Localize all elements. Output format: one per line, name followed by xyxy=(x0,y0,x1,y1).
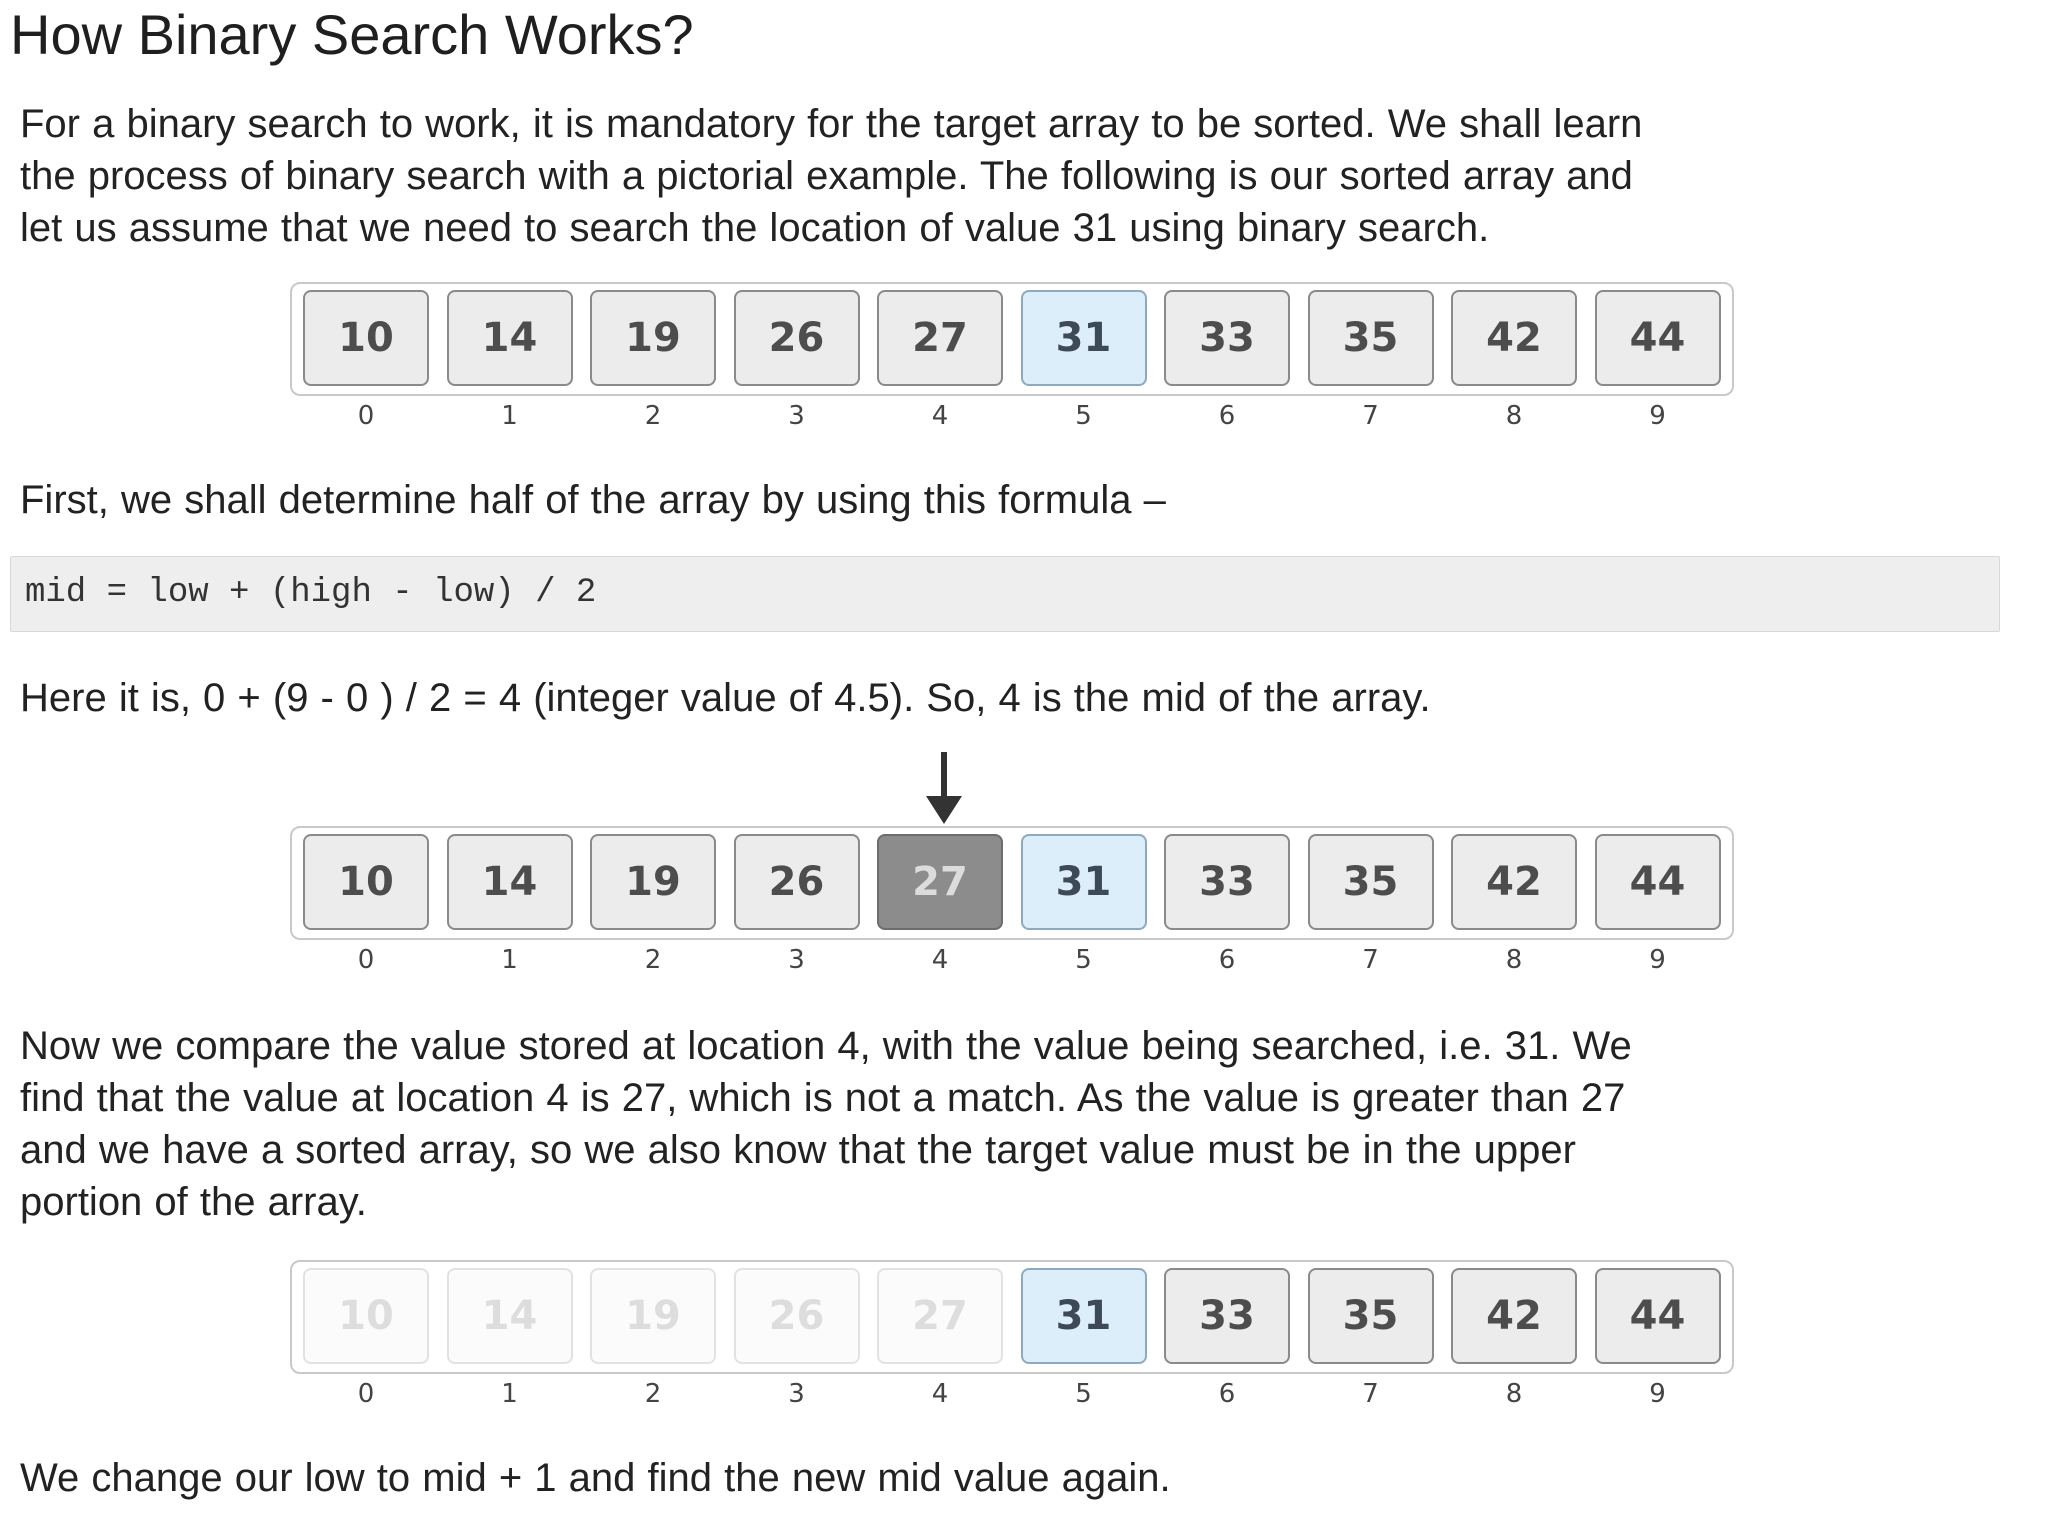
compare-line: find that the value at location 4 is 27, which is not a match. As the value is greater than 27 xyxy=(20,1076,1626,1120)
array-index-label: 6 xyxy=(1218,401,1236,431)
intro-paragraph xyxy=(20,98,2010,254)
array-cell-mid: 27 xyxy=(877,834,1003,930)
array-cell: 33 xyxy=(1164,290,1290,386)
compare-line: and we have a sorted array, so we also know that the target value must be in the upper xyxy=(20,1128,1576,1172)
array-index-label: 5 xyxy=(1075,945,1092,975)
array-index-label: 2 xyxy=(644,1379,662,1409)
array-index-label: 5 xyxy=(1075,401,1092,431)
array-cell: 44 xyxy=(1595,1268,1721,1364)
intro-line: For a binary search to work, it is mandatory for the target array to be sorted. We shall learn xyxy=(20,102,1643,146)
formula-intro-text: First, we shall determine half of the array by using this formula – xyxy=(20,478,1166,522)
array-index-label: 7 xyxy=(1362,401,1379,431)
compare-paragraph xyxy=(20,1020,2010,1228)
array-cell: 14 xyxy=(447,290,573,386)
array-diagram-upper-half xyxy=(290,1260,1736,1409)
array-cell: 10 xyxy=(303,290,429,386)
array-cell-faded: 26 xyxy=(734,1268,860,1364)
next-step-text: We change our low to mid + 1 and find the new mid value again. xyxy=(20,1456,1171,1500)
array-index-label: 1 xyxy=(501,1379,518,1409)
array-cell: 35 xyxy=(1308,834,1434,930)
array-cell: 42 xyxy=(1451,834,1577,930)
array-index-label: 0 xyxy=(357,401,375,431)
array-cell: 19 xyxy=(590,834,716,930)
array-index-label: 8 xyxy=(1505,401,1523,431)
array-cell-faded: 19 xyxy=(590,1268,716,1364)
array-cell: 33 xyxy=(1164,1268,1290,1364)
array-cell: 26 xyxy=(734,834,860,930)
array-index-label: 1 xyxy=(501,945,518,975)
array-cell: 27 xyxy=(877,290,1003,386)
array-index-label: 7 xyxy=(1362,1379,1379,1409)
compare-line: Now we compare the value stored at location 4, with the value being searched, i.e. 31. We xyxy=(20,1024,1632,1068)
array-index-label: 2 xyxy=(644,945,662,975)
array-index-label: 9 xyxy=(1649,945,1666,975)
array-cell: 35 xyxy=(1308,290,1434,386)
array-index-label: 0 xyxy=(357,945,375,975)
array-index-label: 8 xyxy=(1505,1379,1523,1409)
array-index-label: 6 xyxy=(1218,945,1236,975)
array-cell: 42 xyxy=(1451,1268,1577,1364)
array-cell-faded: 10 xyxy=(303,1268,429,1364)
code-block xyxy=(10,556,2000,632)
array-index-label: 4 xyxy=(931,1379,949,1409)
array-index-label: 7 xyxy=(1362,945,1379,975)
array-cell: 19 xyxy=(590,290,716,386)
array-index-label: 3 xyxy=(788,401,805,431)
array-cell-target: 31 xyxy=(1021,834,1147,930)
array-index-label: 9 xyxy=(1649,1379,1666,1409)
array-cell: 44 xyxy=(1595,834,1721,930)
array-index-label: 5 xyxy=(1075,1379,1092,1409)
array-cell-target: 31 xyxy=(1021,1268,1147,1364)
page-title: How Binary Search Works? xyxy=(10,3,694,66)
mid-formula-code: mid = low + (high - low) / 2 xyxy=(25,574,597,612)
array-index-label: 4 xyxy=(931,945,949,975)
intro-line: let us assume that we need to search the location of value 31 using binary search. xyxy=(20,206,1490,250)
mid-result-text: Here it is, 0 + (9 - 0 ) / 2 = 4 (integer value of 4.5). So, 4 is the mid of the array. xyxy=(20,676,1431,720)
array-cell-target: 31 xyxy=(1021,290,1147,386)
array-index-label: 6 xyxy=(1218,1379,1236,1409)
array-cell: 42 xyxy=(1451,290,1577,386)
array-index-label: 3 xyxy=(788,1379,805,1409)
intro-line: the process of binary search with a pictorial example. The following is our sorted array and xyxy=(20,154,1633,198)
array-index-label: 0 xyxy=(357,1379,375,1409)
array-index-label: 1 xyxy=(501,401,518,431)
array-index-label: 9 xyxy=(1649,401,1666,431)
array-diagram-initial xyxy=(290,282,1736,431)
down-arrow-icon xyxy=(924,752,964,824)
array-cell: 14 xyxy=(447,834,573,930)
array-cell: 35 xyxy=(1308,1268,1434,1364)
compare-line: portion of the array. xyxy=(20,1180,367,1224)
array-cell: 44 xyxy=(1595,290,1721,386)
array-cell-faded: 27 xyxy=(877,1268,1003,1364)
array-cell: 33 xyxy=(1164,834,1290,930)
array-cell: 10 xyxy=(303,834,429,930)
array-diagram-mid xyxy=(290,826,1736,975)
array-index-label: 3 xyxy=(788,945,805,975)
array-cell-faded: 14 xyxy=(447,1268,573,1364)
array-cell: 26 xyxy=(734,290,860,386)
array-index-label: 8 xyxy=(1505,945,1523,975)
array-index-label: 4 xyxy=(931,401,949,431)
array-index-label: 2 xyxy=(644,401,662,431)
